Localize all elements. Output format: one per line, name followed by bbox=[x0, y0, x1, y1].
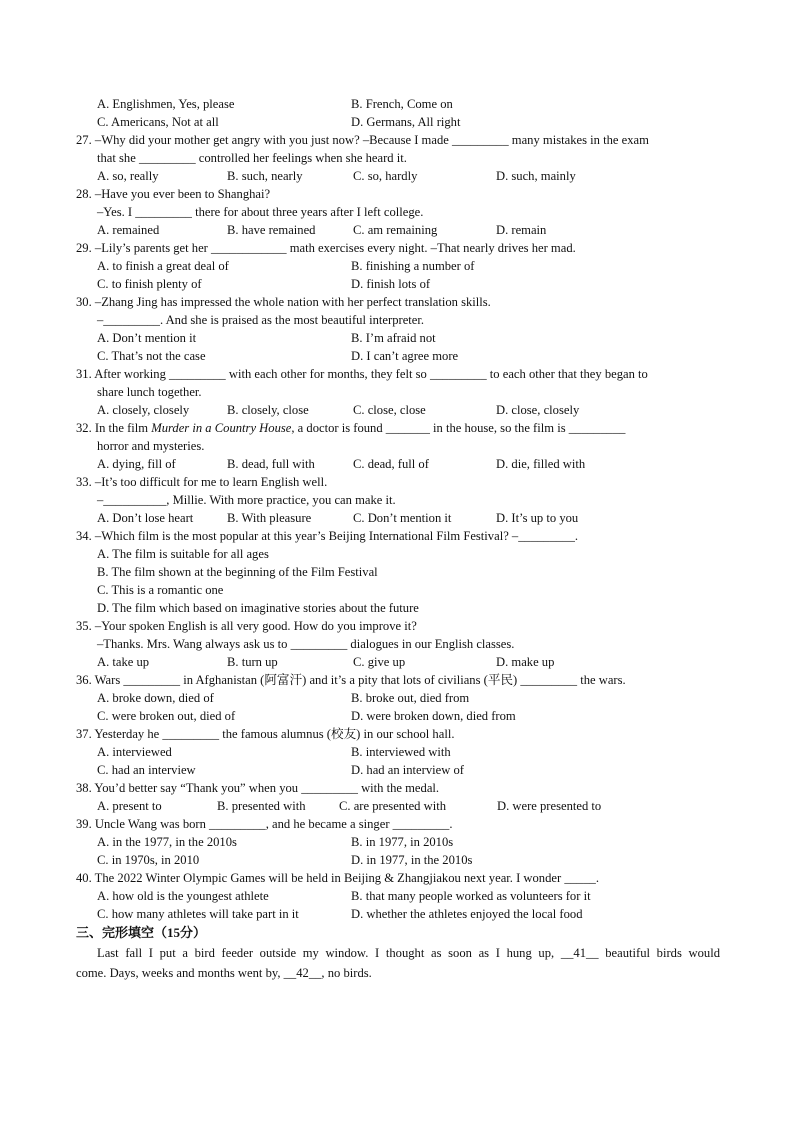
q32-option-d: D. die, filled with bbox=[496, 457, 586, 471]
q39-option-b: B. in 1977, in 2010s bbox=[351, 835, 454, 849]
q40-option-c: C. how many athletes will take part in it bbox=[97, 907, 299, 921]
q31-option-a: A. closely, closely bbox=[97, 403, 190, 417]
q26-option-a: A. Englishmen, Yes, please bbox=[97, 97, 235, 111]
q31-option-d: D. close, closely bbox=[496, 403, 580, 417]
q31-stem: 31. After working _________ with each other for months, they felt so _________ to each other that they began to bbox=[76, 367, 648, 381]
q38-option-b: B. presented with bbox=[217, 799, 306, 813]
q32-stem-pre: 32. In the film bbox=[76, 421, 152, 435]
q40-stem: 40. The 2022 Winter Olympic Games will be held in Beijing & Zhangjiakou next year. I wonder _____. bbox=[76, 871, 599, 885]
q34-stem: 34. –Which film is the most popular at this year’s Beijing International Film Festival? –_________. bbox=[76, 529, 579, 543]
q28-option-b: B. have remained bbox=[227, 223, 316, 237]
q31-option-c: C. close, close bbox=[353, 403, 426, 417]
q26-option-c: C. Americans, Not at all bbox=[97, 115, 219, 129]
q31-option-b: B. closely, close bbox=[227, 403, 309, 417]
q35-option-a: A. take up bbox=[97, 655, 150, 669]
q32-option-c: C. dead, full of bbox=[353, 457, 429, 471]
q28-option-d: D. remain bbox=[496, 223, 547, 237]
q38-option-c: C. are presented with bbox=[339, 799, 447, 813]
passage-line-2: come. Days, weeks and months went by, __42__, no birds. bbox=[76, 966, 372, 980]
q29-option-d: D. finish lots of bbox=[351, 277, 431, 291]
q27-option-c: C. so, hardly bbox=[353, 169, 418, 183]
q33-option-a: A. Don’t lose heart bbox=[97, 511, 194, 525]
q37-option-a: A. interviewed bbox=[97, 745, 172, 759]
q28-stem-cont: –Yes. I _________ there for about three years after I left college. bbox=[97, 205, 424, 219]
q33-option-d: D. It’s up to you bbox=[496, 511, 579, 525]
q32-stem-post: , a doctor is found _______ in the house, so the film is _________ bbox=[291, 421, 626, 435]
q29-option-c: C. to finish plenty of bbox=[97, 277, 202, 291]
q29-option-b: B. finishing a number of bbox=[351, 259, 475, 273]
q36-option-d: D. were broken down, died from bbox=[351, 709, 516, 723]
q38-stem: 38. You’d better say “Thank you” when you _________ with the medal. bbox=[76, 781, 440, 795]
q39-option-c: C. in 1970s, in 2010 bbox=[97, 853, 200, 867]
section-heading: 三、完形填空（15分） bbox=[76, 925, 207, 940]
q26-option-d: D. Germans, All right bbox=[351, 115, 461, 129]
q32-option-a: A. dying, fill of bbox=[97, 457, 176, 471]
q32-stem bbox=[76, 419, 625, 437]
q33-stem: 33. –It’s too difficult for me to learn English well. bbox=[76, 475, 328, 489]
q28-option-c: C. am remaining bbox=[353, 223, 438, 237]
q37-option-d: D. had an interview of bbox=[351, 763, 464, 777]
q36-stem: 36. Wars _________ in Afghanistan (阿富汗) and it’s a pity that lots of civilians (平民) _________ the wars. bbox=[76, 673, 626, 687]
q36-option-b: B. broke out, died from bbox=[351, 691, 470, 705]
q34-option-a: A. The film is suitable for all ages bbox=[97, 547, 269, 561]
q40-option-d: D. whether the athletes enjoyed the local food bbox=[351, 907, 583, 921]
q33-option-b: B. With pleasure bbox=[227, 511, 312, 525]
q30-option-c: C. That’s not the case bbox=[97, 349, 206, 363]
q35-option-b: B. turn up bbox=[227, 655, 278, 669]
q28-option-a: A. remained bbox=[97, 223, 160, 237]
q37-stem: 37. Yesterday he _________ the famous alumnus (校友) in our school hall. bbox=[76, 727, 455, 741]
q35-option-c: C. give up bbox=[353, 655, 406, 669]
q27-option-a: A. so, really bbox=[97, 169, 159, 183]
q31-stem-cont: share lunch together. bbox=[97, 385, 202, 399]
q30-stem-cont: –_________. And she is praised as the most beautiful interpreter. bbox=[97, 313, 425, 327]
q38-option-a: A. present to bbox=[97, 799, 162, 813]
q32-stem-cont: horror and mysteries. bbox=[97, 439, 205, 453]
q32-film-title: Murder in a Country House bbox=[151, 421, 292, 435]
passage-line-1: Last fall I put a bird feeder outside my window. I thought as soon as I hung up, __41__ beautiful birds would bbox=[97, 946, 720, 960]
q27-stem-cont: that she _________ controlled her feelings when she heard it. bbox=[97, 151, 407, 165]
q39-option-d: D. in 1977, in the 2010s bbox=[351, 853, 473, 867]
q27-option-b: B. such, nearly bbox=[227, 169, 303, 183]
q33-stem-cont: –__________, Millie. With more practice, you can make it. bbox=[97, 493, 396, 507]
q40-option-b: B. that many people worked as volunteers for it bbox=[351, 889, 591, 903]
q30-option-b: B. I’m afraid not bbox=[351, 331, 436, 345]
q30-option-d: D. I can’t agree more bbox=[351, 349, 459, 363]
q32-option-b: B. dead, full with bbox=[227, 457, 315, 471]
q35-stem-cont: –Thanks. Mrs. Wang always ask us to _________ dialogues in our English classes. bbox=[97, 637, 515, 651]
q29-stem: 29. –Lily’s parents get her ____________ math exercises every night. –That nearly drives her mad. bbox=[76, 241, 576, 255]
q26-option-b: B. French, Come on bbox=[351, 97, 453, 111]
q27-stem: 27. –Why did your mother get angry with you just now? –Because I made _________ many mistakes in the exam bbox=[76, 133, 649, 147]
q29-option-a: A. to finish a great deal of bbox=[97, 259, 229, 273]
q34-option-c: C. This is a romantic one bbox=[97, 583, 224, 597]
q35-stem: 35. –Your spoken English is all very good. How do you improve it? bbox=[76, 619, 417, 633]
q30-stem: 30. –Zhang Jing has impressed the whole nation with her perfect translation skills. bbox=[76, 295, 491, 309]
q38-option-d: D. were presented to bbox=[497, 799, 602, 813]
q36-option-c: C. were broken out, died of bbox=[97, 709, 236, 723]
q30-option-a: A. Don’t mention it bbox=[97, 331, 197, 345]
q37-option-b: B. interviewed with bbox=[351, 745, 451, 759]
q39-stem: 39. Uncle Wang was born _________, and he became a singer _________. bbox=[76, 817, 453, 831]
q34-option-b: B. The film shown at the beginning of the Film Festival bbox=[97, 565, 378, 579]
q37-option-c: C. had an interview bbox=[97, 763, 196, 777]
q35-option-d: D. make up bbox=[496, 655, 555, 669]
q33-option-c: C. Don’t mention it bbox=[353, 511, 452, 525]
q40-option-a: A. how old is the youngest athlete bbox=[97, 889, 269, 903]
q27-option-d: D. such, mainly bbox=[496, 169, 576, 183]
q28-stem: 28. –Have you ever been to Shanghai? bbox=[76, 187, 271, 201]
q39-option-a: A. in the 1977, in the 2010s bbox=[97, 835, 237, 849]
q34-option-d: D. The film which based on imaginative stories about the future bbox=[97, 601, 419, 615]
q36-option-a: A. broke down, died of bbox=[97, 691, 214, 705]
